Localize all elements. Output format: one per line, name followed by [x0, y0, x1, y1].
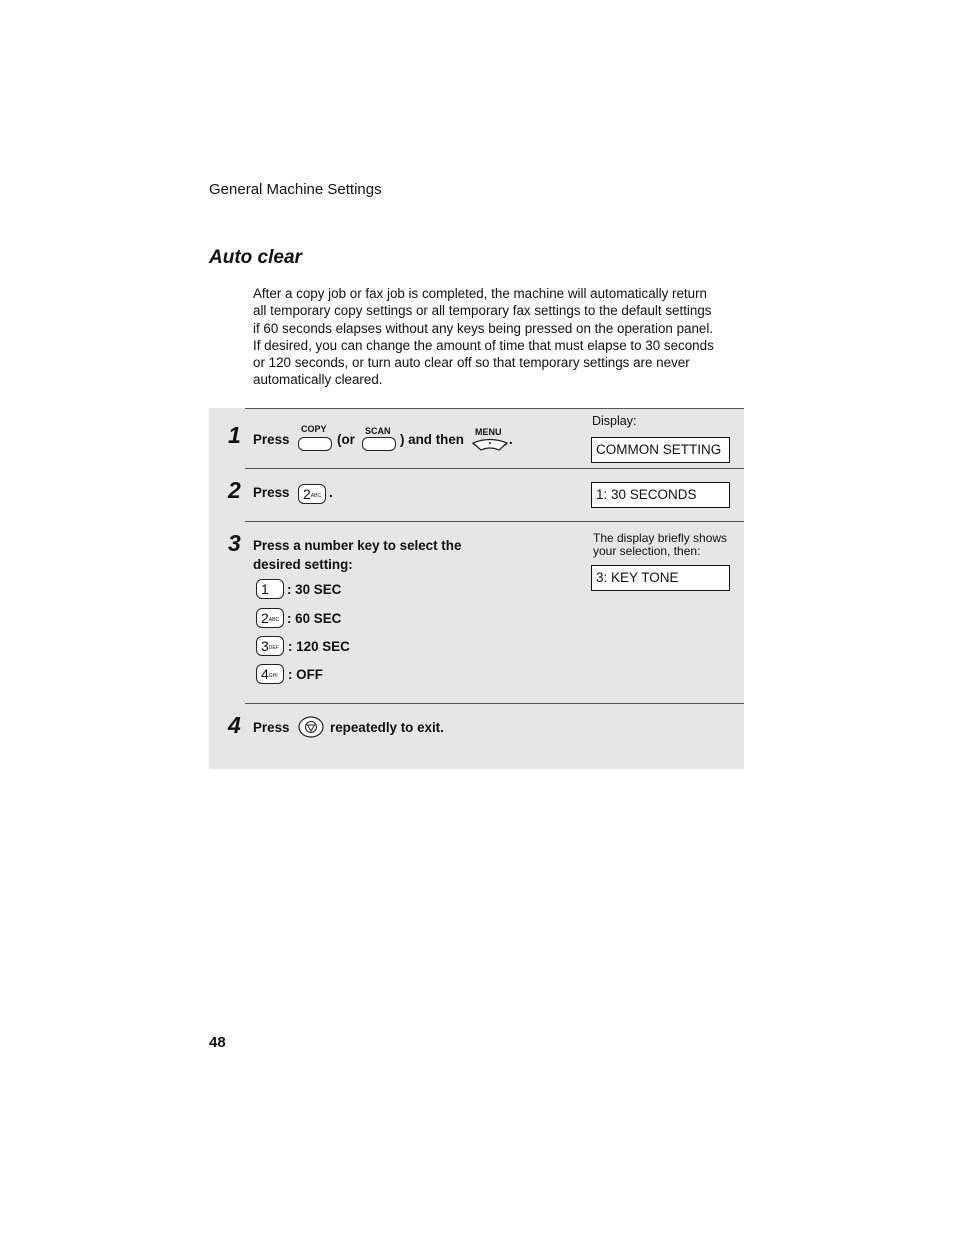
key-digit: 3	[261, 638, 269, 654]
or-text: (or	[337, 432, 355, 447]
key-letters: ABC	[310, 493, 322, 499]
step-3	[209, 521, 744, 703]
lcd-display: COMMON SETTING	[591, 437, 730, 463]
key-digit: 2	[303, 486, 311, 502]
option-label: : 120 SEC	[288, 639, 350, 654]
stop-key-icon	[298, 716, 324, 738]
copy-key-icon	[298, 437, 332, 451]
copy-key-label: COPY	[301, 424, 327, 434]
page-number: 48	[209, 1034, 226, 1051]
step-number: 3	[228, 530, 241, 556]
steps-panel	[209, 408, 744, 769]
scan-key-label: SCAN	[365, 426, 391, 436]
key-letters: ABC	[268, 617, 280, 623]
press-label: Press	[253, 485, 290, 500]
menu-key-label: MENU	[475, 427, 502, 437]
key-digit: 1	[261, 581, 269, 597]
exit-text: repeatedly to exit.	[330, 720, 444, 735]
intro-line: if 60 seconds elapses without any keys being pressed on the operation panel.	[253, 320, 714, 336]
display-note: your selection, then:	[593, 544, 701, 558]
number-key-4-icon	[256, 664, 284, 684]
key-letters: GHI	[268, 673, 278, 679]
intro-line: If desired, you can change the amount of time that must elapse to 30 seconds	[253, 337, 714, 353]
section-title: Auto clear	[209, 247, 302, 268]
step-number: 1	[228, 422, 241, 448]
lcd-display: 1: 30 SECONDS	[591, 482, 730, 508]
instruction-line: Press a number key to select the	[253, 538, 462, 553]
option-label: : OFF	[288, 667, 323, 682]
option-label: : 30 SEC	[287, 582, 342, 597]
intro-line: all temporary copy settings or all temporary fax settings to the default settings	[253, 303, 712, 319]
intro-paragraph	[253, 285, 733, 389]
number-key-2-icon	[298, 484, 326, 504]
step-2	[209, 468, 744, 521]
number-key-1-icon	[256, 579, 284, 599]
key-digit: 4	[261, 666, 269, 682]
step-number: 2	[228, 477, 241, 503]
step-1-text	[253, 432, 289, 447]
key-letters: DEF	[268, 645, 279, 651]
display-note: The display briefly shows	[593, 531, 728, 545]
period: .	[509, 432, 513, 447]
step-number: 4	[228, 712, 241, 738]
lcd-display: 3: KEY TONE	[591, 565, 730, 591]
key-digit: 2	[261, 610, 269, 626]
number-key-3-icon	[256, 636, 284, 656]
option-label: : 60 SEC	[287, 611, 342, 626]
intro-line: automatically cleared.	[253, 372, 383, 388]
section-header: General Machine Settings	[209, 181, 382, 198]
scan-key-icon	[362, 437, 396, 451]
step-1	[209, 408, 744, 468]
instruction-line: desired setting:	[253, 557, 353, 572]
press-label: Press	[253, 432, 290, 447]
menu-key-icon	[471, 436, 509, 454]
and-then-text: ) and then	[400, 432, 464, 447]
period: .	[329, 485, 333, 500]
number-key-2-icon	[256, 608, 284, 628]
intro-line: After a copy job or fax job is completed, the machine will automatically return	[253, 286, 708, 301]
press-label: Press	[253, 720, 290, 735]
display-label: Display:	[592, 414, 637, 428]
intro-line: or 120 seconds, or turn auto clear off so that temporary settings are never	[253, 355, 690, 371]
step-4	[209, 703, 744, 769]
